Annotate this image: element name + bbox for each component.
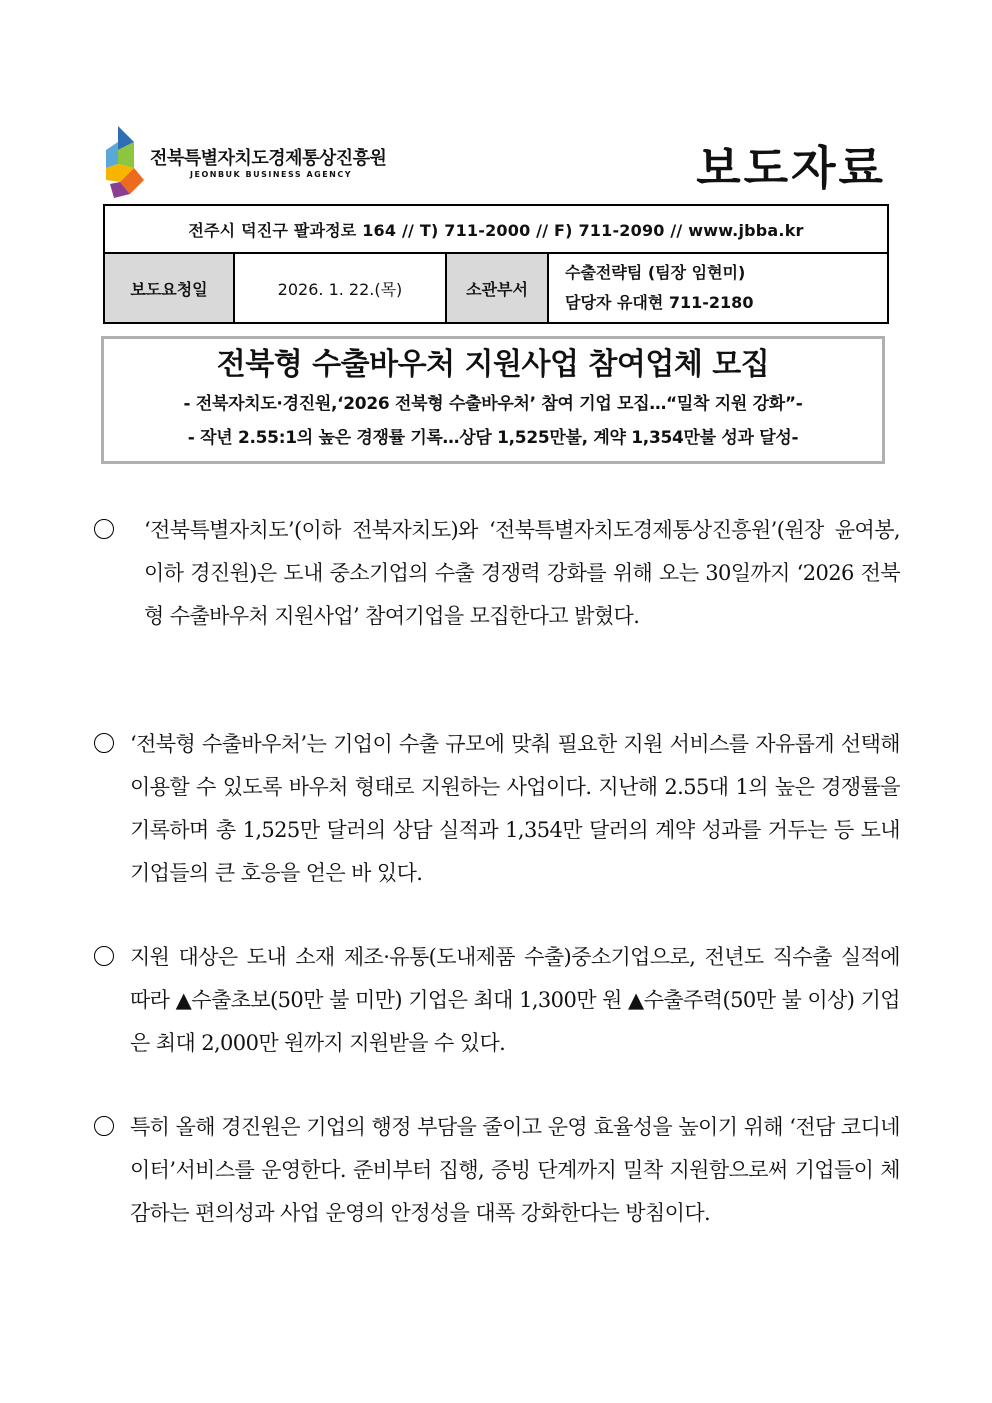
paragraph-4	[92, 1106, 900, 1235]
org-name: 전북특별자치도경제통상진흥원	[150, 148, 387, 169]
paragraph-3	[92, 936, 900, 1065]
headline-subtitle-1: - 전북자치도·경진원,‘2026 전북형 수출바우처’ 참여 기업 모집…“밀착 지원 강화”-	[183, 394, 803, 414]
paragraph-2-text: ‘전북형 수출바우처’는 기업이 수출 규모에 맞춰 필요한 지원 서비스를 자유롭게 선택해 이용할 수 있도록 바우처 형태로 지원하는 사업이다. 지난해 2.55대 1의 높은 경쟁률을 기록하며 총 1,525만 달러의 상담 실적과 1,354만 달러의 계약 성과를 거두는 등 도내 기업들의 큰 호응을 얻은 바 있다.	[130, 732, 900, 885]
circle-bullet-icon	[94, 519, 114, 539]
headline-title: 전북형 수출바우처 지원사업 참여업체 모집	[216, 347, 770, 382]
paragraph-2	[92, 723, 900, 895]
department-person: 담당자 유대현 711-2180	[565, 293, 754, 312]
contact-info-table	[103, 204, 889, 324]
circle-bullet-icon	[94, 1116, 114, 1136]
document-type-title: 보도자료	[696, 141, 886, 195]
address-line: 전주시 덕진구 팔과정로 164 // T) 711-2000 // F) 711-2090 // www.jbba.kr	[104, 205, 888, 253]
org-english-name: JEONBUK BUSINESS AGENCY	[190, 170, 353, 179]
department-contact	[548, 253, 888, 323]
paragraph-3-text: 지원 대상은 도내 소재 제조·유통(도내제품 수출)중소기업으로, 전년도 직수출 실적에 따라 ▲수출초보(50만 불 미만) 기업은 최대 1,300만 원 ▲수출주력(50만 불 이상) 기업은 최대 2,000만 원까지 지원받을 수 있다.	[130, 945, 900, 1055]
circle-bullet-icon	[94, 946, 114, 966]
org-logo	[104, 124, 444, 200]
department-team: 수출전략팀 (팀장 임현미)	[565, 263, 746, 282]
headline-subtitle-2: - 작년 2.55:1의 높은 경쟁률 기록…상담 1,525만불, 계약 1,354만불 성과 달성-	[187, 428, 799, 448]
release-date-label: 보도요청일	[104, 253, 234, 323]
headline-box	[101, 336, 885, 464]
department-label: 소관부서	[446, 253, 548, 323]
paragraph-1	[92, 509, 900, 638]
paragraph-1-text: ‘전북특별자치도’(이하 전북자치도)와 ‘전북특별자치도경제통상진흥원’(원장 윤여봉, 이하 경진원)은 도내 중소기업의 수출 경쟁력 강화를 위해 오는 30일까지 ‘2026 전북형 수출바우처 지원사업’ 참여기업을 모집한다고 밝혔다.	[144, 518, 900, 628]
org-logo-mark	[104, 124, 148, 200]
release-date-value: 2026. 1. 22.(목)	[234, 253, 446, 323]
circle-bullet-icon	[94, 733, 114, 753]
paragraph-4-text: 특히 올해 경진원은 기업의 행정 부담을 줄이고 운영 효율성을 높이기 위해 ‘전담 코디네이터’서비스를 운영한다. 준비부터 집행, 증빙 단계까지 밀착 지원함으로써 기업들이 체감하는 편의성과 사업 운영의 안정성을 대폭 강화한다는 방침이다.	[130, 1115, 900, 1225]
